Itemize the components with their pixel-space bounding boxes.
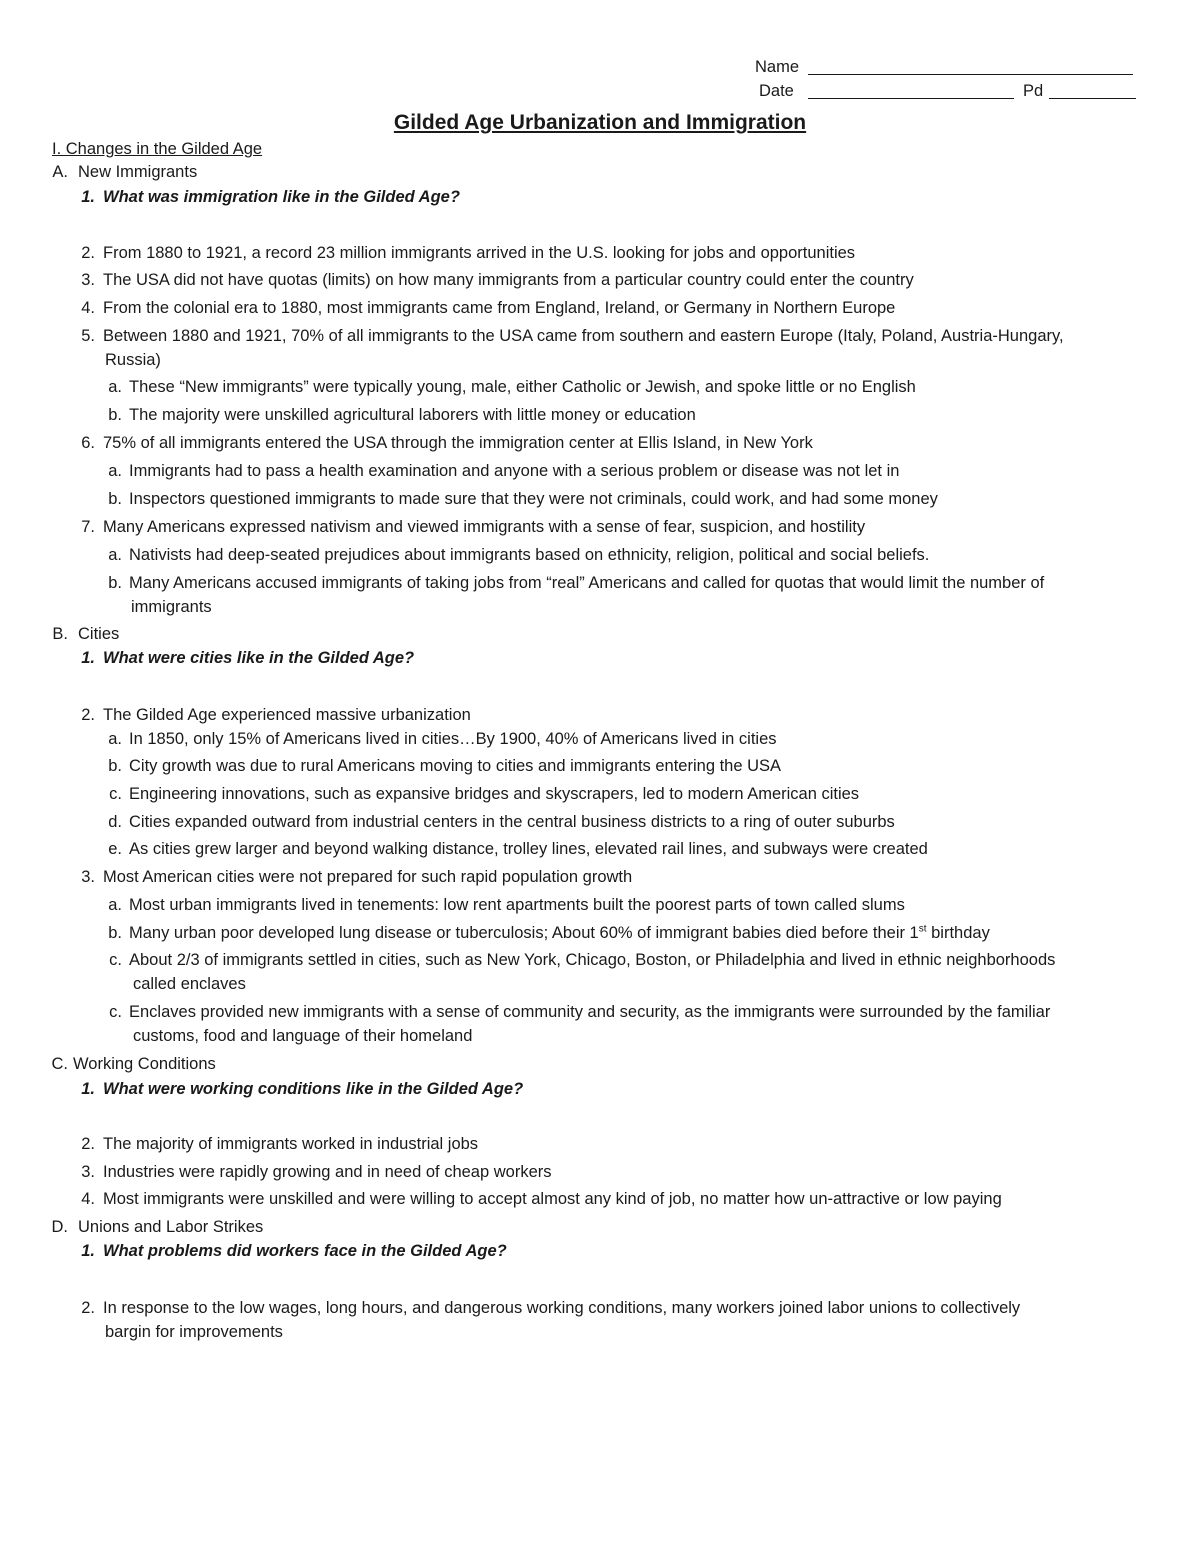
outline-text: City growth was due to rural Americans moving to cities and immigrants entering the USA bbox=[129, 757, 782, 775]
outline-continuation: bargin for improvements bbox=[105, 1323, 283, 1341]
outline-continuation: Russia) bbox=[105, 351, 161, 369]
outline-text: The USA did not have quotas (limits) on how many immigrants from a particular country could enter the country bbox=[103, 271, 914, 289]
outline-text: Immigrants had to pass a health examination and anyone with a serious problem or disease was not let in bbox=[129, 462, 900, 480]
outline-text: Inspectors questioned immigrants to made sure that they were not criminals, could work, and had some money bbox=[129, 490, 938, 508]
outline-marker: 3. bbox=[81, 868, 95, 886]
outline-marker: 1. bbox=[81, 188, 95, 206]
outline-text: New Immigrants bbox=[78, 163, 198, 181]
outline-marker: 3. bbox=[81, 271, 95, 289]
outline-text: Nativists had deep-seated prejudices about immigrants based on ethnicity, religion, political and social beliefs. bbox=[129, 546, 930, 564]
outline-text: Unions and Labor Strikes bbox=[78, 1218, 264, 1236]
outline-marker: b. bbox=[108, 924, 122, 942]
outline-marker: 2. bbox=[81, 1299, 95, 1317]
outline-text: Engineering innovations, such as expansive bridges and skyscrapers, led to modern American cities bbox=[129, 785, 860, 803]
outline-text: The majority were unskilled agricultural laborers with little money or education bbox=[129, 406, 696, 424]
outline-text: Enclaves provided new immigrants with a sense of community and security, as the immigrants were surrounded by the familiar bbox=[129, 1003, 1051, 1021]
outline-continuation: customs, food and language of their homeland bbox=[133, 1027, 473, 1045]
outline-text: Many Americans expressed nativism and viewed immigrants with a sense of fear, suspicion, and hostility bbox=[103, 518, 866, 536]
outline-text: What were cities like in the Gilded Age? bbox=[103, 649, 415, 667]
outline-text: About 2/3 of immigrants settled in cities, such as New York, Chicago, Boston, or Philadelphia and lived in ethnic neighborhoods bbox=[129, 951, 1056, 969]
outline-text: Working Conditions bbox=[73, 1055, 216, 1073]
outline-text: Industries were rapidly growing and in need of cheap workers bbox=[103, 1163, 552, 1181]
outline-text: The majority of immigrants worked in industrial jobs bbox=[103, 1135, 479, 1153]
outline-marker: 4. bbox=[81, 299, 95, 317]
outline-text: Most immigrants were unskilled and were willing to accept almost any kind of job, no matter how un-attractive or low paying bbox=[103, 1190, 1002, 1208]
outline-marker: a. bbox=[108, 730, 122, 748]
outline-text: As cities grew larger and beyond walking distance, trolley lines, elevated rail lines, and subways were created bbox=[129, 840, 928, 858]
outline-marker: 1. bbox=[81, 1080, 95, 1098]
section-heading: I. Changes in the Gilded Age bbox=[52, 140, 263, 158]
outline-marker: c. bbox=[109, 951, 122, 969]
outline-marker: 2. bbox=[81, 706, 95, 724]
outline-marker: 2. bbox=[81, 1135, 95, 1153]
outline-text: 75% of all immigrants entered the USA through the immigration center at Ellis Island, in New York bbox=[103, 434, 813, 452]
outline-text: From 1880 to 1921, a record 23 million immigrants arrived in the U.S. looking for jobs and opportunities bbox=[103, 244, 856, 262]
pd-label: Pd bbox=[1023, 82, 1044, 100]
outline-marker: d. bbox=[108, 813, 122, 831]
outline-text: From the colonial era to 1880, most immigrants came from England, Ireland, or Germany in Northern Europe bbox=[103, 299, 896, 317]
outline-marker: 5. bbox=[81, 327, 95, 345]
outline-marker: a. bbox=[108, 896, 122, 914]
outline-marker: a. bbox=[108, 546, 122, 564]
outline-marker: 7. bbox=[81, 518, 95, 536]
outline-text: Most urban immigrants lived in tenements: low rent apartments built the poorest parts of town called slums bbox=[129, 896, 905, 914]
outline-text: Cities expanded outward from industrial centers in the central business districts to a ring of outer suburbs bbox=[129, 813, 895, 831]
date-row bbox=[0, 79, 1200, 103]
name-blank[interactable] bbox=[808, 74, 1133, 75]
name-label: Name bbox=[755, 58, 800, 76]
outline-text-main: Many urban poor developed lung disease or tuberculosis; About 60% of immigrant babies died before their 1 bbox=[129, 924, 919, 942]
outline-marker: a. bbox=[108, 378, 122, 396]
superscript: st bbox=[918, 923, 927, 935]
outline-text: What was immigration like in the Gilded Age? bbox=[103, 188, 460, 206]
outline-continuation: immigrants bbox=[131, 598, 212, 616]
outline-marker: b. bbox=[108, 406, 122, 424]
outline-marker: A. bbox=[52, 163, 68, 181]
outline-marker: 2. bbox=[81, 244, 95, 262]
outline-marker: 3. bbox=[81, 1163, 95, 1181]
outline-text-tail: birthday bbox=[926, 924, 990, 942]
outline-marker: C. bbox=[51, 1055, 68, 1073]
outline-marker: 4. bbox=[81, 1190, 95, 1208]
outline-text: What were working conditions like in the Gilded Age? bbox=[103, 1080, 524, 1098]
outline-marker: e. bbox=[108, 840, 122, 858]
outline-marker: 1. bbox=[81, 649, 95, 667]
outline-text: Most American cities were not prepared for such rapid population growth bbox=[103, 868, 633, 886]
outline-text: The Gilded Age experienced massive urbanization bbox=[103, 706, 471, 724]
outline-text: In response to the low wages, long hours, and dangerous working conditions, many workers joined labor unions to collectively bbox=[103, 1299, 1021, 1317]
outline-text: In 1850, only 15% of Americans lived in cities…By 1900, 40% of Americans lived in cities bbox=[129, 730, 777, 748]
outline-marker: b. bbox=[108, 574, 122, 592]
outline-text: Cities bbox=[78, 625, 120, 643]
page-title: Gilded Age Urbanization and Immigration bbox=[393, 111, 807, 134]
outline-marker: 6. bbox=[81, 434, 95, 452]
pd-blank[interactable] bbox=[1049, 98, 1136, 99]
outline-text: Between 1880 and 1921, 70% of all immigrants to the USA came from southern and eastern Europe (Italy, Poland, Austria-Hungary, bbox=[103, 327, 1064, 345]
outline-marker: a. bbox=[108, 462, 122, 480]
date-blank[interactable] bbox=[808, 98, 1014, 99]
outline-marker: c. bbox=[109, 785, 122, 803]
outline-text: Many Americans accused immigrants of taking jobs from “real” Americans and called for quotas that would limit the number of bbox=[129, 574, 1045, 592]
outline-marker: D. bbox=[51, 1218, 68, 1236]
outline-marker: c. bbox=[109, 1003, 122, 1021]
outline-marker: b. bbox=[108, 757, 122, 775]
outline-text: These “New immigrants” were typically young, male, either Catholic or Jewish, and spoke little or no English bbox=[129, 378, 916, 396]
date-label: Date bbox=[759, 82, 794, 100]
outline-marker: b. bbox=[108, 490, 122, 508]
name-row bbox=[0, 55, 1200, 79]
outline-marker: B. bbox=[52, 625, 68, 643]
outline-continuation: called enclaves bbox=[133, 975, 246, 993]
outline-text: What problems did workers face in the Gilded Age? bbox=[103, 1242, 507, 1260]
outline-marker: 1. bbox=[81, 1242, 95, 1260]
outline-text bbox=[129, 922, 990, 944]
